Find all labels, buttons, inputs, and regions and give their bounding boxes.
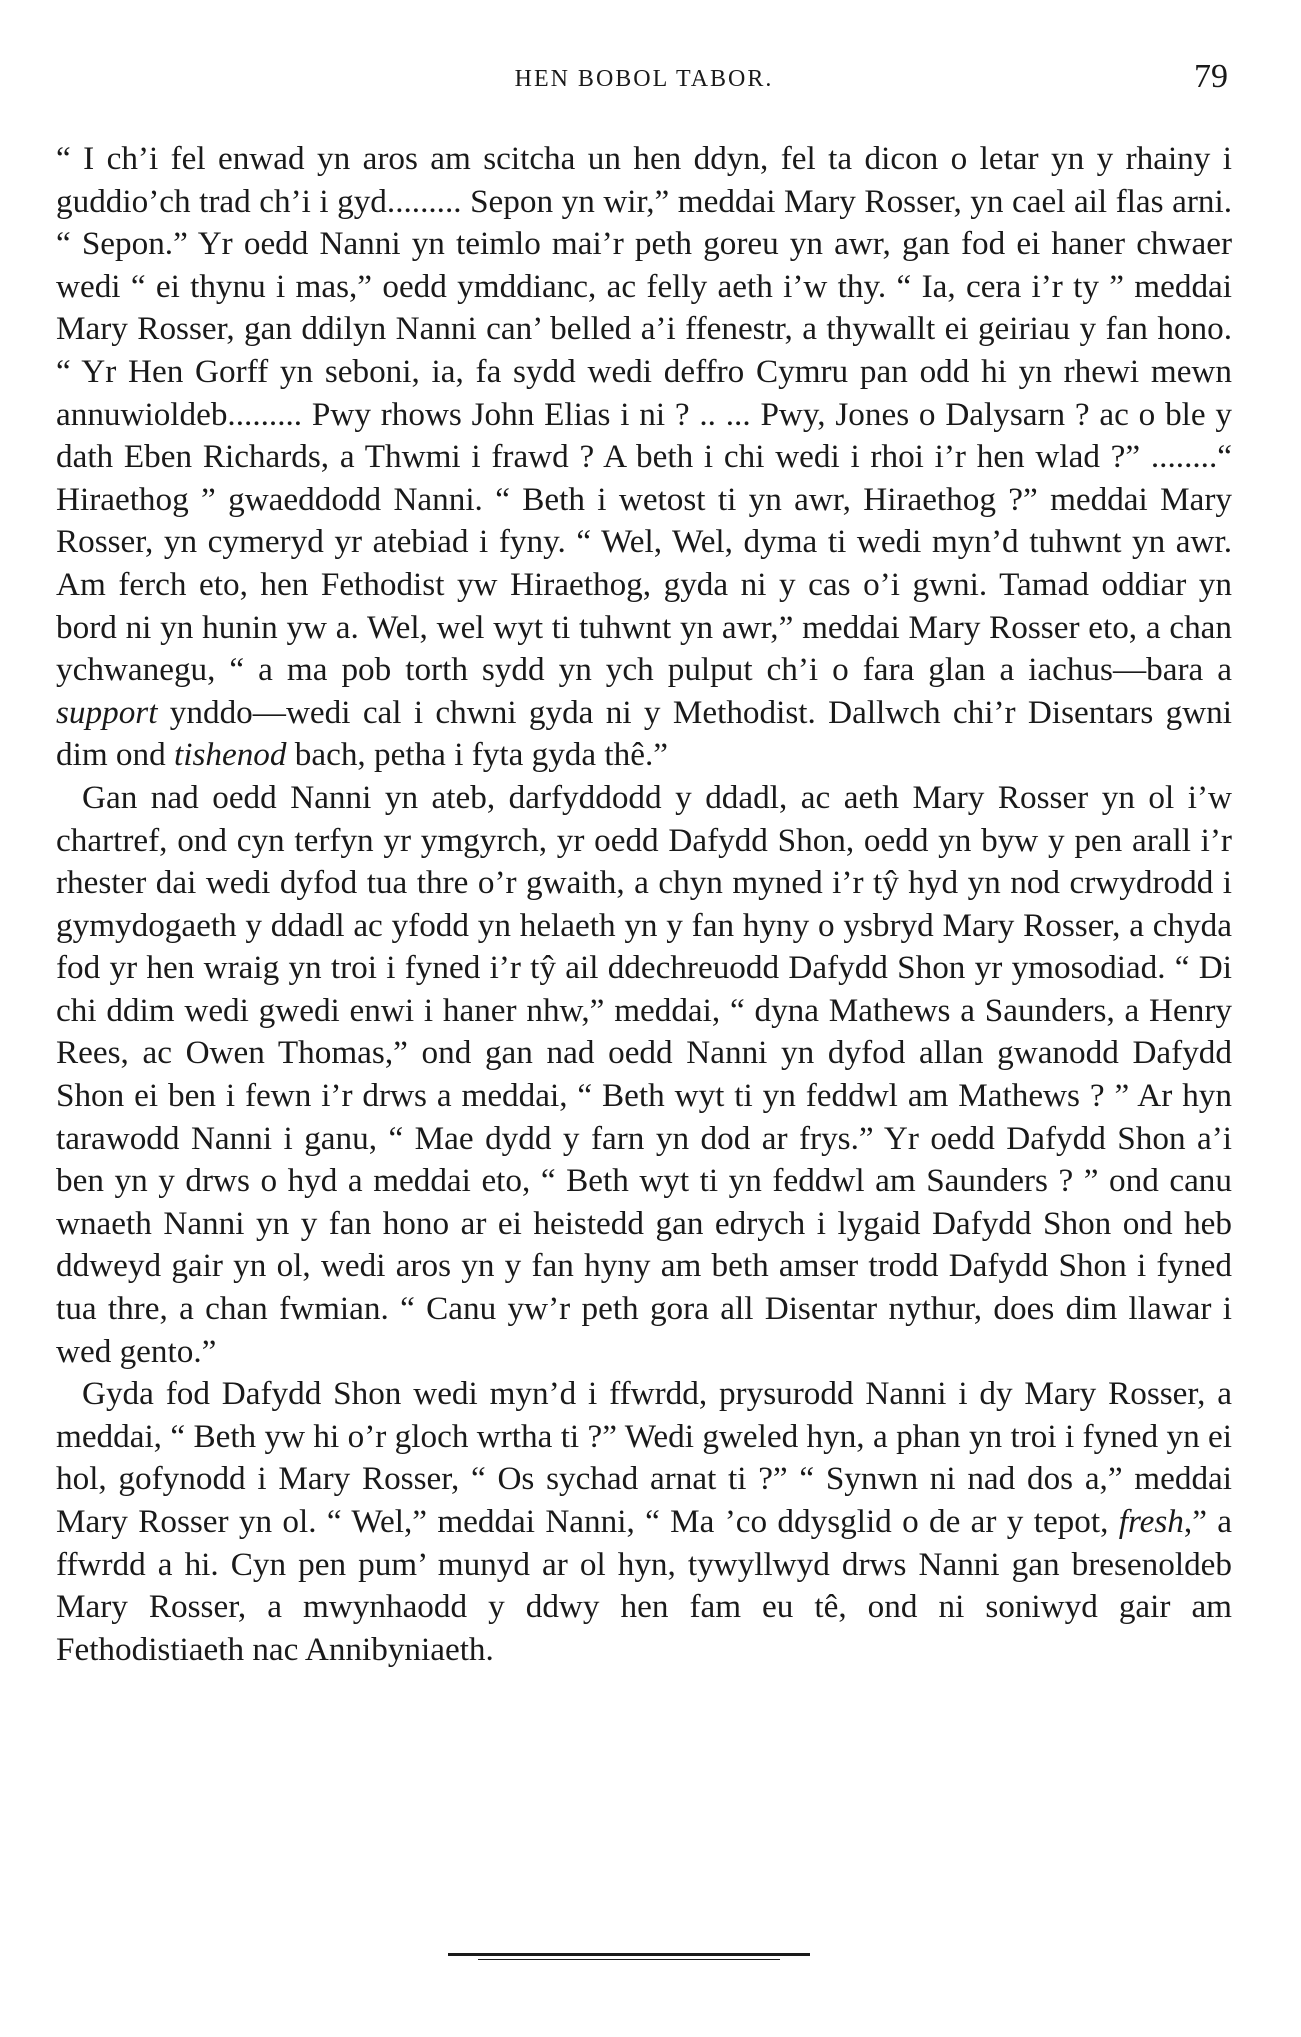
text-run: bach, petha i fyta gyda thê.” [286, 736, 668, 774]
text-run: ,” a ffwrdd a hi. Cyn pen pum’ munyd ar ol hyn, tywyllwyd drws Nanni gan bresenoldeb Mary Rosser, a mwynhaodd y ddwy hen fam eu tê, ond ni soniwyd gair am Fethodistiaeth nac Annibyniaeth. [56, 1503, 1232, 1668]
text-run: Gyda fod Dafydd Shon wedi myn’d i ffwrdd, prysurodd Nanni i dy Mary Rosser, a meddai, “ Beth yw hi o’r gloch wrtha ti ?” Wedi gweled hyn, a phan yn troi i fyned yn ei hol, gofynodd i Mary Rosser, “ Os sychad arnat ti ?” “ Synwn ni nad dos a,” meddai Mary Rosser yn ol. “ Wel,” meddai Nanni, “ Ma ’co ddysglid o de ar y tepot, [56, 1375, 1232, 1540]
page-number: 79 [1194, 58, 1228, 95]
text-run: “ I ch’i fel enwad yn aros am scitcha un hen ddyn, fel ta dicon o letar yn y rhainy i guddio’ch trad ch’i i gyd......... Sepon yn wir,” meddai Mary Rosser, yn cael ail flas arni. “ Sepon.” Yr oedd Nanni yn teimlo mai’r peth goreu yn awr, gan fod ei haner chwaer wedi “ ei thynu i mas,” oedd ymddianc, ac felly aeth i’w thy. “ Ia, cera i’r ty ” meddai Mary Rosser, gan ddilyn Nanni can’ belled a’i ffenestr, a thywallt ei geiriau y fan hono. “ Yr Hen Gorff yn seboni, ia, fa sydd wedi deffro Cymru pan odd hi yn rhewi mewn annuwioldeb......... Pwy rhows John Elias i ni ? .. ... Pwy, Jones o Dalysarn ? ac o ble y dath Eben Richards, a Thwmi i frawd ? A beth i chi wedi i rhoi i’r hen wlad ?” ........“ Hiraethog ” gwaeddodd Nanni. “ Beth i wetost ti yn awr, Hiraethog ?” meddai Mary Rosser, yn cymeryd yr atebiad i fyny. “ Wel, Wel, dyma ti wedi myn’d tuhwnt yn awr. Am ferch eto, hen Fethodist yw Hiraethog, gyda ni y cas o’i gwni. Tamad oddiar yn bord ni yn hunin yw a. Wel, wel wyt ti tuhwnt yn awr,” meddai Mary Rosser eto, a chan ychwanegu, “ a ma pob torth sydd yn ych pulput ch’i o fara glan a iachus—bara a [56, 140, 1232, 689]
running-head [56, 0, 1232, 110]
italic-word: tishenod [174, 736, 287, 774]
body-text [56, 138, 1232, 1671]
rule-thick-line [448, 1953, 810, 1956]
end-rule-divider [448, 1953, 810, 1963]
italic-word: fresh [1118, 1503, 1184, 1540]
running-title: HEN BOBOL TABOR. [514, 66, 774, 92]
text-run: ynddo—wedi cal i chwni gyda ni y Methodist. Dallwch chi’r Disentars gwni dim ond [56, 693, 1232, 774]
italic-word: support [56, 693, 158, 731]
paragraph [56, 1373, 1232, 1671]
rule-thin-line [478, 1959, 780, 1960]
paragraph [56, 138, 1232, 777]
book-page [56, 0, 1232, 2037]
paragraph [56, 777, 1232, 1373]
text-run: Gan nad oedd Nanni yn ateb, darfyddodd y ddadl, ac aeth Mary Rosser yn ol i’w chartref, ond cyn terfyn yr ymgyrch, yr oedd Dafydd Shon, oedd yn byw y pen arall i’r rhester dai wedi dyfod tua thre o’r gwaith, a chyn myned i’r tŷ hyd yn nod crwydrodd i gymydogaeth y ddadl ac yfodd yn helaeth yn y fan hyny o ysbryd Mary Rosser, a chyda fod yr hen wraig yn troi i fyned i’r tŷ ail ddechreuodd Dafydd Shon yr ymosodiad. “ Di chi ddim wedi gwedi enwi i haner nhw,” meddai, “ dyna Mathews a Saunders, a Henry Rees, ac Owen Thomas,” ond gan nad oedd Nanni yn dyfod allan gwanodd Dafydd Shon ei ben i fewn i’r drws a meddai, “ Beth wyt ti yn feddwl am Mathews ? ” Ar hyn tarawodd Nanni i ganu, “ Mae dydd y farn yn dod ar frys.” Yr oedd Dafydd Shon a’i ben yn y drws o hyd a meddai eto, “ Beth wyt ti yn feddwl am Saunders ? ” ond canu wnaeth Nanni yn y fan hono ar ei heistedd gan edrych i lygaid Dafydd Shon ond heb ddweyd gair yn ol, wedi aros yn y fan hyny am beth amser trodd Dafydd Shon i fyned tua thre, a chan fwmian. “ Canu yw’r peth gora all Disentar nythur, does dim llawar i wed gento.” [56, 778, 1232, 1370]
